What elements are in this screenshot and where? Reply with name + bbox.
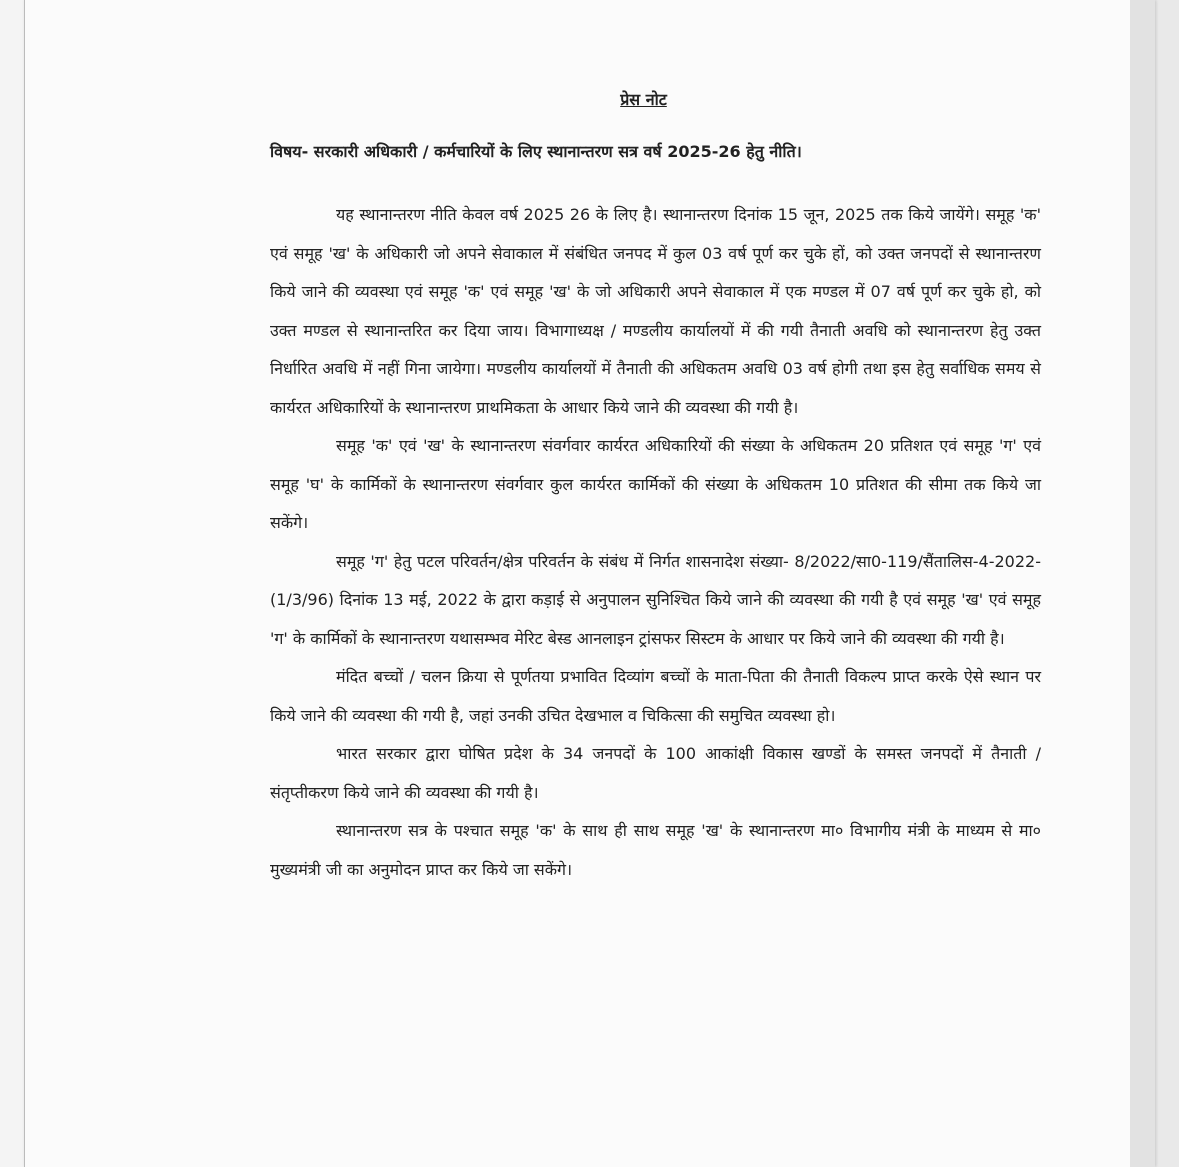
subject-line: विषय- सरकारी अधिकारी / कर्मचारियों के लिए स्थानान्तरण सत्र वर्ष 2025-26 हेतु नीति।	[270, 142, 802, 161]
paragraph: यह स्थानान्तरण नीति केवल वर्ष 2025 26 के लिए है। स्थानान्तरण दिनांक 15 जून, 2025 तक किये जायेंगे। समूह 'क' एवं समूह 'ख' के अधिकारी जो अपने सेवाकाल में संबंधित जनपद में कुल 03 वर्ष पूर्ण कर चुके हों, को उक्त जनपदों से स्थानान्तरण किये जाने की व्यवस्था एवं समूह 'क' एवं समूह 'ख' के जो अधिकारी अपने सेवाकाल में एक मण्डल में 07 वर्ष पूर्ण कर चुके हो, को उक्त मण्डल से स्थानान्तरित कर दिया जाय। विभागाध्यक्ष / मण्डलीय कार्यालयों में की गयी तैनाती अवधि को स्थानान्तरण हेतु उक्त निर्धारित अवधि में नहीं गिना जायेगा। मण्डलीय कार्यालयों में तैनाती की अधिकतम अवधि 03 वर्ष होगी तथा इस हेतु सर्वाधिक समय से कार्यरत अधिकारियों के स्थानान्तरण प्राथमिकता के आधार किये जाने की व्यवस्था की गयी है।	[270, 205, 1041, 417]
page-edge-shadow	[1130, 0, 1155, 1167]
paragraph: समूह 'क' एवं 'ख' के स्थानान्तरण संवर्गवार कार्यरत अधिकारियों की संख्या के अधिकतम 20 प्रतिशत एवं समूह 'ग' एवं समूह 'घ' के कार्मिकों के स्थानान्तरण संवर्गवार कुल कार्यरत कार्मिकों की संख्या के अधिकतम 10 प्रतिशत की सीमा तक किये जा सकेंगे।	[270, 436, 1041, 532]
paragraph: स्थानान्तरण सत्र के पश्चात समूह 'क' के साथ ही साथ समूह 'ख' के स्थानान्तरण मा० विभागीय मंत्री के माध्यम से मा० मुख्यमंत्री जी का अनुमोदन प्राप्त कर किये जा सकेंगे।	[270, 821, 1041, 879]
paragraph: भारत सरकार द्वारा घोषित प्रदेश के 34 जनपदों के 100 आकांक्षी विकास खण्डों के समस्त जनपदों में तैनाती / संतृप्तीकरण किये जाने की व्यवस्था की गयी है।	[270, 744, 1041, 802]
page-title: प्रेस नोट	[620, 90, 667, 109]
paragraph: समूह 'ग' हेतु पटल परिवर्तन/क्षेत्र परिवर्तन के संबंध में निर्गत शासनादेश संख्या- 8/2022/सा0-119/सैंतालिस-4-2022-(1/3/96) दिनांक 13 मई, 2022 के द्वारा कड़ाई से अनुपालन सुनिश्चित किये जाने की व्यवस्था की गयी है एवं समूह 'ख' एवं समूह 'ग' के कार्मिकों के स्थानान्तरण यथासम्भव मेरिट बेस्ड आनलाइन ट्रांसफर सिस्टम के आधार पर किये जाने की व्यवस्था की गयी है।	[270, 551, 1041, 648]
paragraph: मंदित बच्चों / चलन क्रिया से पूर्णतया प्रभावित दिव्यांग बच्चों के माता-पिता की तैनाती विकल्प प्राप्त करके ऐसे स्थान पर किये जाने की व्यवस्था की गयी है, जहां उनकी उचित देखभाल व चिकित्सा की समुचित व्यवस्था हो।	[270, 667, 1041, 725]
left-margin-strip	[0, 0, 24, 1167]
press-note	[246, 88, 1041, 889]
